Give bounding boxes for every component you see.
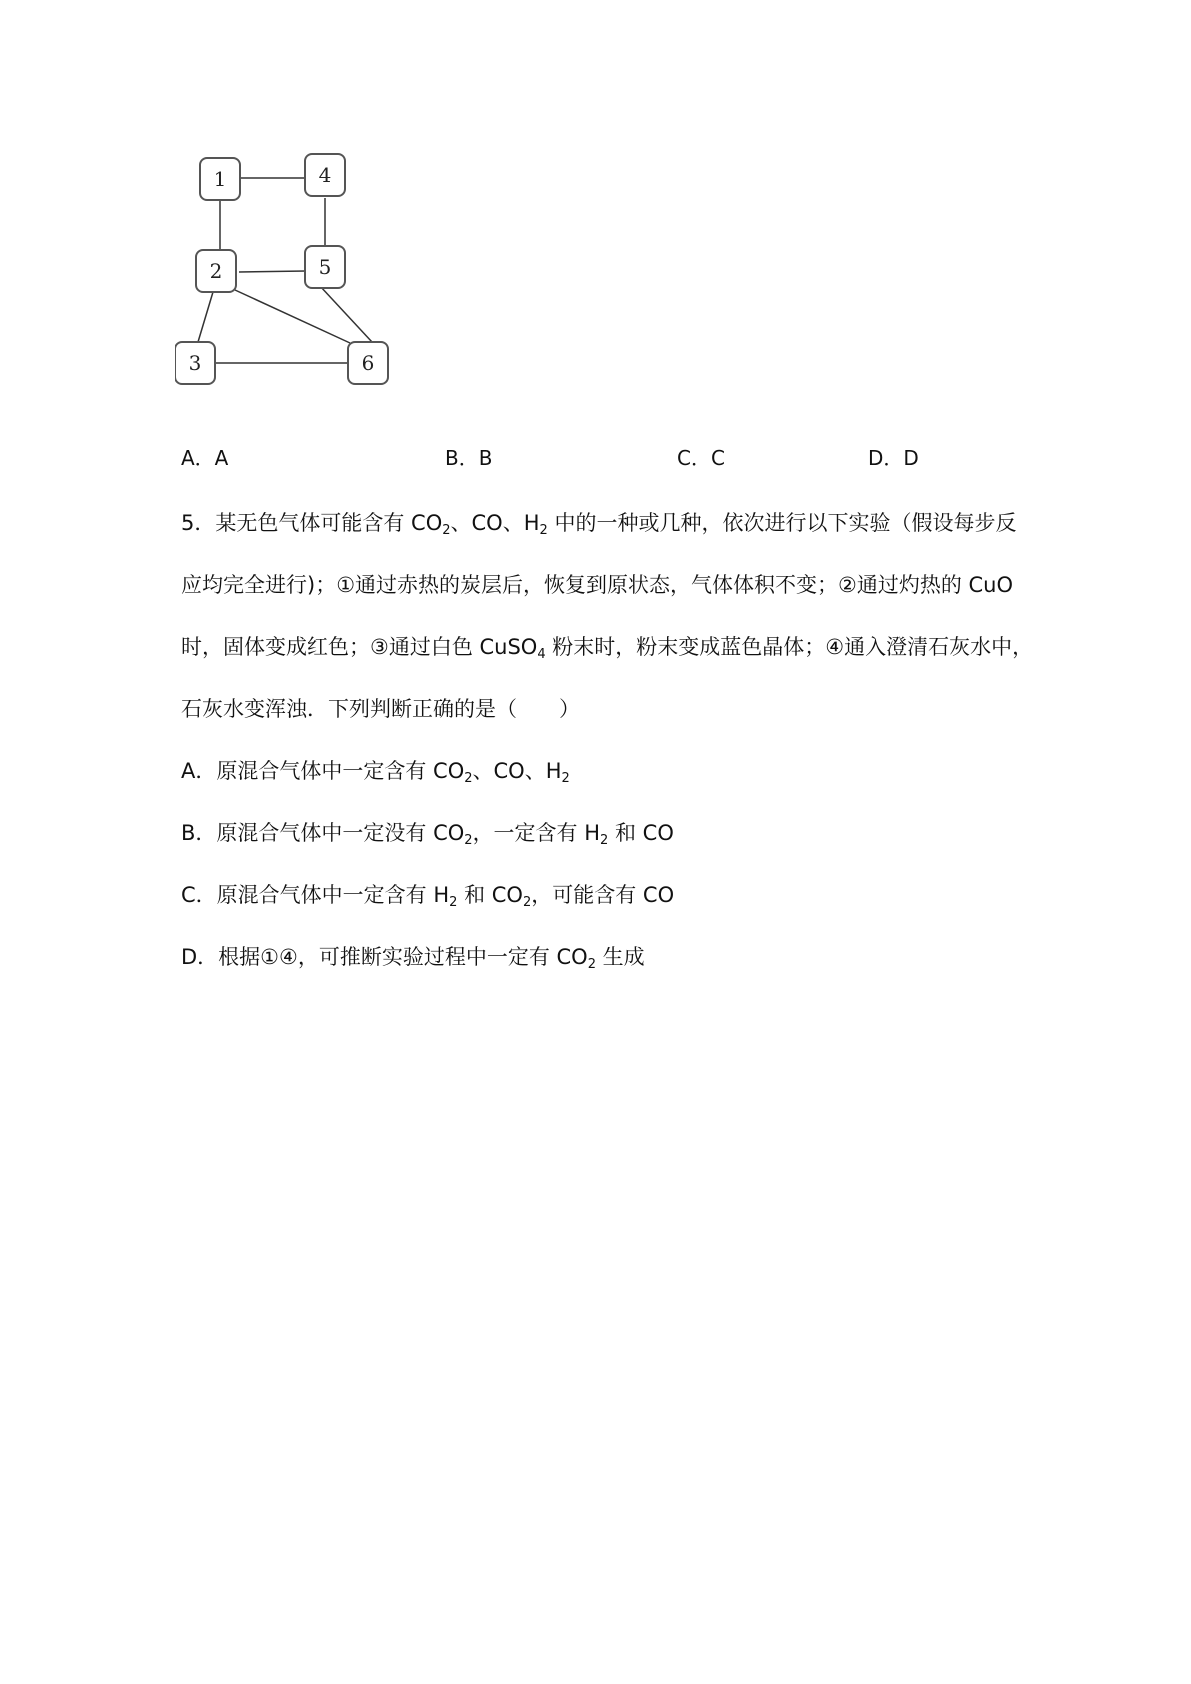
ans-d-part2: 生成 <box>595 945 645 969</box>
q-line3-part2: 粉末时，粉末变成蓝色晶体；④通入澄清石灰水中， <box>545 635 1034 659</box>
ans-d-part1: D．根据①④，可推断实验过程中一定有 CO <box>181 945 588 969</box>
q-line1-part3: 中的一种或几种，依次进行以下实验（假设每步反 <box>547 511 1017 535</box>
ans-a-part1: A．原混合气体中一定含有 CO <box>181 759 465 783</box>
node-3 <box>175 342 215 384</box>
edge-2-3 <box>198 292 213 342</box>
question-stem-line-4 <box>181 694 580 724</box>
answer-option-d <box>181 942 645 972</box>
prev-option-b: B．B <box>445 446 493 470</box>
answer-option-b <box>181 818 674 848</box>
node-4 <box>305 154 345 196</box>
edge-2-6 <box>235 290 350 343</box>
ans-a-part2: 、CO、H <box>472 759 562 783</box>
prev-option-d: D．D <box>868 446 919 470</box>
node-4-label: 4 <box>318 163 332 187</box>
node-6-label: 6 <box>361 351 375 375</box>
ans-c-part2: 和 CO <box>457 883 523 907</box>
node-5 <box>305 246 345 288</box>
ans-b-sub1: 2 <box>464 833 473 848</box>
node-2-label: 2 <box>209 259 223 283</box>
prev-option-a: A．A <box>181 446 229 470</box>
q-line1-part1: 5．某无色气体可能含有 CO <box>181 511 443 535</box>
question-stem-line-2 <box>181 570 1013 600</box>
node-diagram-svg <box>175 150 425 420</box>
ans-b-sub2: 2 <box>600 833 609 848</box>
ans-c-sub1: 2 <box>449 895 458 910</box>
q-line2-text: 应均完全进行)；①通过赤热的炭层后，恢复到原状态，气体体积不变；②通过灼热的 CuO <box>181 573 1014 597</box>
ans-c-part3: ，可能含有 CO <box>531 883 675 907</box>
q-line1-sub1: 2 <box>442 523 451 538</box>
node-3-label: 3 <box>188 351 202 375</box>
edge-2-5 <box>239 271 306 272</box>
answer-option-a <box>181 756 570 786</box>
q-line3-part1: 时，固体变成红色；③通过白色 CuSO <box>181 635 538 659</box>
node-5-label: 5 <box>318 255 332 279</box>
q-line1-part2: 、CO、H <box>450 511 540 535</box>
ans-a-sub1: 2 <box>464 771 473 786</box>
ans-b-part1: B．原混合气体中一定没有 CO <box>181 821 465 845</box>
node-1-label: 1 <box>213 167 227 191</box>
edge-5-6 <box>320 286 372 342</box>
prev-option-c: C．C <box>677 446 725 470</box>
ans-c-part1: C．原混合气体中一定含有 H <box>181 883 450 907</box>
question-stem-line-1 <box>181 508 1016 538</box>
question-stem-line-3 <box>181 632 1033 662</box>
ans-d-sub1: 2 <box>587 957 596 972</box>
ans-b-part2: ，一定含有 H <box>472 821 601 845</box>
node-1 <box>200 158 240 200</box>
q-line4-text: 石灰水变浑浊．下列判断正确的是（ ） <box>181 697 580 721</box>
q-line1-sub2: 2 <box>539 523 548 538</box>
ans-b-part3: 和 CO <box>608 821 674 845</box>
node-2 <box>196 250 236 292</box>
previous-question-options <box>0 442 1191 472</box>
node-diagram <box>175 150 425 420</box>
ans-a-sub2: 2 <box>561 771 570 786</box>
answer-option-c <box>181 880 674 910</box>
node-6 <box>348 342 388 384</box>
q-line3-sub1: 4 <box>537 647 546 662</box>
ans-c-sub2: 2 <box>522 895 532 910</box>
